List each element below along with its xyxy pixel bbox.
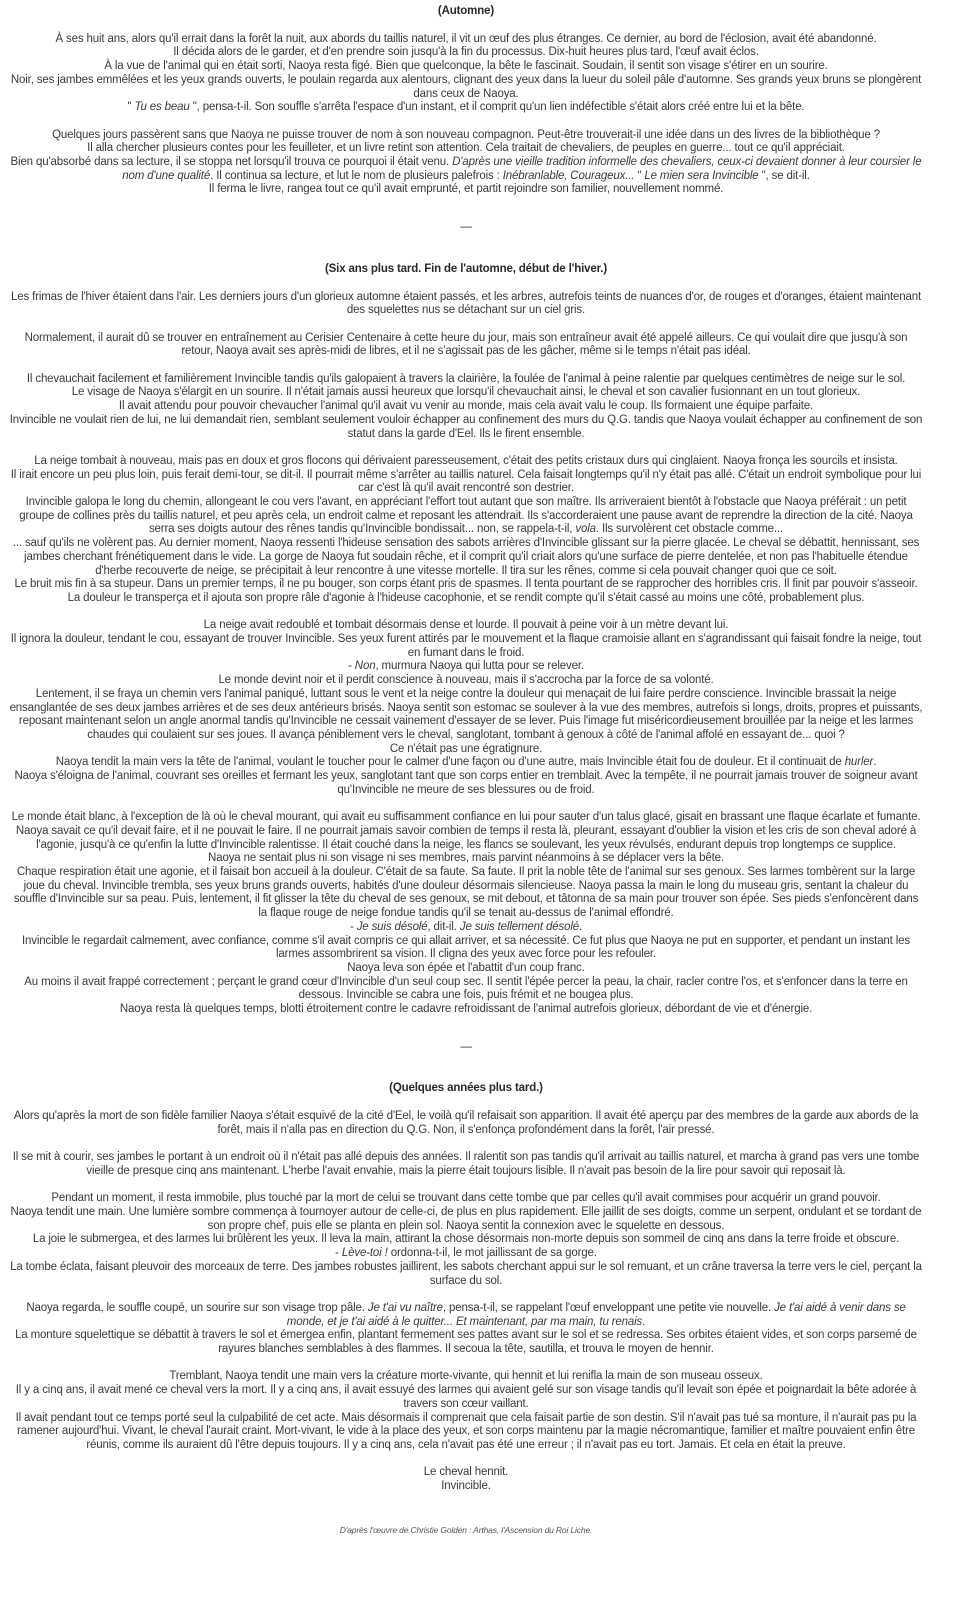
text-segment: ", se dit-il. [758,169,810,182]
text-line: Le cheval hennit. [423,1466,509,1479]
text-segment: , pensa-t-il, se rappelant l'œuf enveloppant une petite vie nouvelle. [442,1301,775,1314]
text-line: Il ignora la douleur, tendant le cou, essayant de trouver Invincible. Ses yeux furent attirés par le mouvement et la flaque cramoisie allant en s'agrandissant qui faisait fondre la neige, tout en fumant dans le froid. [10,633,922,659]
text-line: Le monde était blanc, à l'exception de là où le cheval mourant, qui avait eu suffisamment confiance en lui pour sauter d'un talus glacé, gisait en brassant une flaque écarlate et fumante. Naoya savait ce qu'il devait faire, et il ne pouvait le faire. Il ne pourrait jamais savoir combien de temps il resta là, pleurant, essayant d'oublier la vision et les cris de son cheval adoré à l'agonie, jusqu'à ce qu'enfin la lutte d'Invincible ralentisse. Il était couché dans la neige, les flancs se soulevant, les yeux révulsés, endurant depuis trop longtemps ce supplice. [11,811,921,851]
story-section [8,263,924,1017]
text-segment: . [578,920,583,933]
paragraph [8,129,924,198]
text-line: Naoya resta là quelques temps, blotti étroitement contre le cadavre refroidissant de l'animal autrefois glorieux, débordant de vie et d'énergie. [119,1003,813,1016]
text-line: Il chevauchait facilement et familièrement Invincible tandis qu'ils galopaient à travers la clairière, la foulée de l'animal à peine ralentie par quelques centimètres de neige sur le sol. [26,372,906,385]
paragraph [8,1192,924,1288]
text-line: Il avait pendant tout ce temps porté seul la culpabilité de cet acte. Mais désormais il comprenait que cela faisait partie de son destin. S'il n'avait pas tué sa monture, il n'aurait pas pu la ramener aujourd'hui. Vivant, le cheval l'aurait craint. Mort-vivant, le vide à la place des yeux, et son corps maintenu par la magie nécromantique, familier et maître pouvaient enfin être réunis, comme ils auraient dû l'être depuis toujours. Il y a cinq ans, cela n'avait pas été une erreur ; il n'avait pas eu tort. Jamais. Et cela en était la preuve. [15,1411,917,1451]
text-segment: Naoya regarda, le souffle coupé, un sourire sur son visage trop pâle. [26,1301,368,1314]
italic-text: Je suis désolé [356,920,428,933]
text-segment: ordonna-t-il, le mot jaillissant de sa gorge. [387,1247,597,1260]
paragraph [8,291,924,318]
italic-text: Je t'ai vu naître [367,1301,443,1314]
section-separator: — [460,221,472,234]
text-segment: . Ils survolèrent cet obstacle comme... [595,523,784,536]
text-line: Alors qu'après la mort de son fidèle familier Naoya s'était esquivé de la cité d'Eel, le voilà qu'il refaisait son apparition. Il avait été aperçu par des membres de la garde aux abords de la forêt, mais il n'alla pas en direction du Q.G. Non, il s'enfonça profondément dans la forêt, l'air pressé. [13,1110,919,1136]
italic-text: hurler [844,756,874,769]
paragraph [8,373,924,442]
italic-text: Je suis tellement désolé [459,920,579,933]
text-line: Naoya tendit une main. Une lumière sombre commença à tournoyer autour de celle-ci, de plus en plus rapidement. Elle jaillit de ses doigts, comme un serpent, ondulant et se tordant de son propre chef, puis elle se planta en plein sol. Naoya sentit la connexion avec le squelette en dessous. [10,1206,922,1232]
text-line: Quelques jours passèrent sans que Naoya ne puisse trouver de nom à son nouveau compagnon. Peut-être trouverait-il une idée dans un des livres de la bibliothèque ? [52,128,880,141]
section-heading: (Automne) [437,5,495,17]
paragraph [8,1110,924,1137]
text-line: La joie le submergea, et des larmes lui brûlèrent les yeux. Il leva la main, attirant la chose désormais non-morte depuis son sommeil de cinq ans dans la terre froide et obscure. [32,1233,900,1246]
paragraph [8,1466,924,1493]
text-segment: Bien qu'absorbé dans sa lecture, il se stoppa net lorsqu'il trouva ce pourquoi il était venu. [10,156,453,169]
text-line: La neige avait redoublé et tombait désormais dense et lourde. Il pouvait à peine voir à un mètre devant lui. [203,619,729,632]
text-line [8,660,924,674]
text-line: Le bruit mis fin à sa stupeur. Dans un premier temps, il ne pu bouger, son corps étant pris de spasmes. Il tenta pourtant de se rapprocher des horribles cris. Il finit par pouvoir s'asseoir. La douleur le transperça et il ajouta son propre râle d'agonie à l'hideuse cacophonie, et se rendit compte qu'il s'était cassé au moins une côté, probablement plus. [14,578,918,604]
text-line: Ce n'était pas une égratignure. [389,742,543,755]
story-document [8,0,924,1537]
text-segment: Naoya tendit la main vers la tête de l'animal, voulant le toucher pour le calmer d'une façon ou d'une autre, mais Invincible était fou de douleur. Et il continuait de [55,756,845,769]
italic-text: Je t'ai aidé à venir dans se monde, et je t'ai aidé à le quitter... Et maintenant, par ma main, tu renais [286,1301,906,1328]
text-line [8,156,924,183]
text-line: À la vue de l'animal qui en était sorti, Naoya resta figé. Bien que quelconque, la bête le fascinait. Soudain, il sentit son visage s'étirer en un sourire. [104,60,828,73]
text-line: Naoya ne sentait plus ni son visage ni ses membres, mais parvint néanmoins à se déplacer vers la bête. [208,852,724,865]
text-segment: , murmura Naoya qui lutta pour se relever. [375,660,584,673]
text-segment: . [873,756,877,769]
text-line: Il irait encore un peu plus loin, puis ferait demi-tour, se dit-il. Il pourrait même s'arrêter au taillis naturel. Cela faisait longtemps qu'il n'y était pas allé. C'était un endroit symbolique pour lui car c'est là qu'il avait rencontré son destrier. [10,468,922,495]
text-line [8,921,924,935]
text-segment: Invincible galopa le long du chemin, allongeant le cou vers l'avant, en appréciant l'effort tout autant que son maître. Ils arriveraient bientôt à l'obstacle que Naoya préférait : un petit groupe de collines près du taillis naturel, et peu après cela, un endroit calme et reposant les attendrait. Ils s'accorderaient une pause avant de reprendre la direction de la cité. Naoya serra ses doigts autour des rênes tandis qu'Invincible bondissait... non, se rappela-t-il, [19,496,913,536]
text-segment: " [634,169,645,182]
paragraph [8,33,924,115]
text-line [8,1302,924,1329]
paragraph [8,619,924,797]
text-line: Il avait attendu pour pouvoir chevaucher l'animal qu'il avait vu venir au monde, mais cela avait valu le coup. Ils formaient une équipe parfaite. [118,400,814,413]
text-line: Normalement, il aurait dû se trouver en entraînement au Cerisier Centenaire à cette heure du jour, mais son entraîneur avait été appelé ailleurs. Ce qui voulait dire que jusqu'à son retour, Naoya avait ses après-midi de libres, et il ne s'agissait pas de les gâcher, même si le temps n'était pas idéal. [24,331,908,358]
source-credit: D'après l'œuvre de Christie Golden : Arthas, l'Ascension du Roi Liche. [339,1524,593,1535]
story-section [8,1082,924,1493]
paragraph [8,811,924,1017]
text-segment: - [335,1247,342,1260]
text-line [8,101,924,115]
text-line: Invincible le regardait calmement, avec confiance, comme s'il avait compris ce qui allait arriver, et sa nécessité. Ce fut plus que Naoya ne put en supporter, et pendant un instant les larmes assombrirent sa vision. Il cligna des yeux avec force pour les refouler. [21,934,911,961]
text-line: Invincible. [441,1480,491,1493]
text-segment: , dit-il. [427,920,460,933]
italic-text: D'après une vieille tradition informelle des chevaliers, ceux-ci devaient donner à leur coursier le nom d'une qualité [122,156,922,182]
text-segment: . Il continua sa lecture, et lut le nom de plusieurs palefrois : [210,169,503,182]
italic-text: vola [575,523,596,536]
text-line: La monture squelettique se débattit à travers le sol et émergea enfin, plantant fermement ses pattes avant sur le sol et se redressa. Ses orbites étaient vides, et son corps parsemé de rayures blanches semblables à des flammes. Il secoua la tête, sautilla, et trouva le moyen de hennir. [15,1329,917,1356]
text-segment: ", pensa-t-il. Son souffle s'arrêta l'espace d'un instant, et il comprit qu'un lien indéfectible s'était alors créé entre lui et la bête. [189,101,805,114]
text-line: Le visage de Naoya s'élargit en un sourire. Il n'était jamais aussi heureux que lorsqu'il chevauchait ainsi, le cheval et son cavalier fusionnant en un tout glorieux. [71,386,861,399]
paragraph [8,1302,924,1357]
text-line: Il décida alors de le garder, et d'en prendre soin jusqu'à la fin du processus. Dix-huit heures plus tard, l'œuf avait éclos. [173,46,759,59]
paragraph [8,1151,924,1178]
text-line: Chaque respiration était une agonie, et il faisait bon accueil à la douleur. C'était de sa faute. Sa faute. Il prit la noble tête de l'animal sur ses genoux. Ses larmes tombèrent sur la large joue du cheval. Invincible trembla, ses yeux bruns grands ouverts, habités d'une douleur désormais silencieuse. Naoya passa la main le long du museau gris, sentant la chaleur du souffle d'Invincible sur sa peau. Puis, lentement, il fit glisser la tête du cheval de ses genoux, se mit debout, et tâtonna de sa main pour trouver son épée. Ses pieds s'enfoncèrent dans la flaque rouge de neige fondue tandis qu'il se tenait au-dessus de l'animal effondré. [13,865,919,920]
italic-text: Lève-toi ! [341,1247,388,1260]
text-line: Les frimas de l'hiver étaient dans l'air. Les derniers jours d'un glorieux automne étaient passés, et les arbres, autrefois teints de nuances d'or, de rouges et d'oranges, étaient maintenant des squelettes nus se détachant sur un ciel gris. [10,290,922,317]
text-line: Il y a cinq ans, il avait mené ce cheval vers la mort. Il y a cinq ans, il avait essuyé des larmes qui avaient gelé sur son visage tandis qu'il levait son épée et poignardait la bête adorée à travers son cœur vaillant. [15,1384,917,1410]
text-line: Tremblant, Naoya tendit une main vers la créature morte-vivante, qui hennit et lui renifla la main de son museau osseux. [169,1370,763,1383]
section-heading: (Six ans plus tard. Fin de l'automne, début de l'hiver.) [324,262,608,275]
section-separator: — [460,1040,472,1053]
italic-text: Le mien sera Invincible [644,169,759,182]
text-segment: . [642,1315,646,1328]
text-line [8,496,924,537]
text-line [8,756,924,770]
text-line: Il alla chercher plusieurs contes pour les feuilleter, et un livre retint son attention. Cela traitait de chevaliers, de peuples en guerre... tout ce qu'il appréciait. [87,142,845,155]
text-line: Le monde devint noir et il perdit conscience à nouveau, mais il s'accrocha par la force de sa volonté. [218,674,714,687]
text-line: Au moins il avait frappé correctement ; perçant le grand cœur d'Invincible d'un seul coup sec. Il sentit l'épée percer la peau, la chair, racler contre l'os, et s'enfoncer dans la terre en dessous. Invincible se cabra une fois, puis frémit et ne bougea plus. [24,975,908,1002]
text-line: La neige tombait à nouveau, mais pas en doux et gros flocons qui dérivaient paresseusement, c'était des petits cristaux durs qui cinglaient. Naoya fronça les sourcils et insista. [34,454,898,467]
text-line: Lentement, il se fraya un chemin vers l'animal paniqué, luttant sous le vent et la neige contre la douleur qui menaçait de lui faire perdre conscience. Invincible brassait la neige ensanglantée de ses deux jambes arrières et de ses deux antérieurs brisés. Naoya sentit son estomac se soulever à la vue des membres, autrefois si longs, droits, propres et puissants, reposant maintenant selon un angle anormal tandis qu'Invincible ne cessait vainement d'essayer de se lever. Puis l'image fut miséricordieusement brouillée par la neige et les larmes chaudes qui coulaient sur ses joues. Il avança péniblement vers le cheval, sanglotant, tombant à genoux à côté de l'animal affolé en essayant de... quoi ? [9,687,923,741]
paragraph [8,455,924,606]
story-section [8,5,924,197]
text-segment: " [127,101,135,114]
text-line: Noir, ses jambes emmêlées et les yeux grands ouverts, le poulain regarda aux alentours, clignant des yeux dans la lueur du soleil pâle d'automne. Ses grands yeux bruns se plongèrent dans ceux de Naoya. [10,73,922,100]
text-line: Pendant un moment, il resta immobile, plus touché par la mort de celui se trouvant dans cette tombe que par celles qu'il avait commises pour acquérir un grand pouvoir. [51,1192,881,1205]
text-line: La tombe éclata, faisant pleuvoir des morceaux de terre. Des jambes robustes jaillirent, les sabots cherchant appui sur le sol remuant, et un crâne traversa la terre vers le ciel, perçant la surface du sol. [10,1260,922,1287]
text-line: Naoya s'éloigna de l'animal, couvrant ses oreilles et fermant les yeux, sanglotant tant que son corps entier en tremblait. Avec la tempête, il ne pourrait jamais trouver de soigneur avant qu'Invincible ne meure de ses blessures ou de froid. [14,770,918,796]
text-line: Naoya leva son épée et l'abattit d'un coup franc. [347,961,585,974]
text-segment: - [349,920,357,933]
italic-text: Tu es beau [134,101,190,114]
text-segment: - [348,660,355,673]
paragraph [8,1370,924,1452]
text-line: Il se mit à courir, ses jambes le portant à un endroit où il n'était pas allé depuis des années. Il ralentit son pas tandis qu'il arrivait au taillis naturel, et marcha à grand pas vers une tombe vieille de presque cinq ans maintenant. L'herbe l'avait envahie, mais la pierre était toujours lisible. Il n'avait pas besoin de la lire pour savoir qui reposait là. [12,1151,920,1177]
text-line: Invincible ne voulait rien de lui, ne lui demandait rien, semblant seulement vouloir échapper au confinement des murs du Q.G. tandis que Naoya voulait échapper au confinement de son statut dans la garde d'Eel. Ils le firent ensemble. [9,413,923,440]
italic-text: Inébranlable, Courageux... [502,169,635,182]
text-line [8,1247,924,1261]
text-line: À ses huit ans, alors qu'il errait dans la forêt la nuit, aux abords du taillis naturel, il vit un œuf des plus étranges. Ce dernier, au bord de l'éclosion, avait été abandonné. [55,32,877,45]
paragraph [8,332,924,359]
section-heading: (Quelques années plus tard.) [389,1082,543,1095]
text-line: ... sauf qu'ils ne volèrent pas. Au dernier moment, Naoya ressenti l'hideuse sensation des sabots arrières d'Invincible glissant sur la pierre glacée. Le cheval se débattit, hennissant, ses jambes cherchant frénétiquement dans le vide. La gorge de Naoya fut soudain rêche, et il comprit qu'il criait alors qu'une surface de pierre dentelée, et non pas l'habituelle étendue d'herbe recouverte de neige, se précipitait à leur rencontre à une vitesse mortelle. Il tira sur les rênes, comme si cela pouvait changer quoi que ce soit. [12,537,920,577]
text-line: Il ferma le livre, rangea tout ce qu'il avait emprunté, et partit rejoindre son familier, nouvellement nommé. [208,183,724,196]
italic-text: Non [354,660,376,673]
